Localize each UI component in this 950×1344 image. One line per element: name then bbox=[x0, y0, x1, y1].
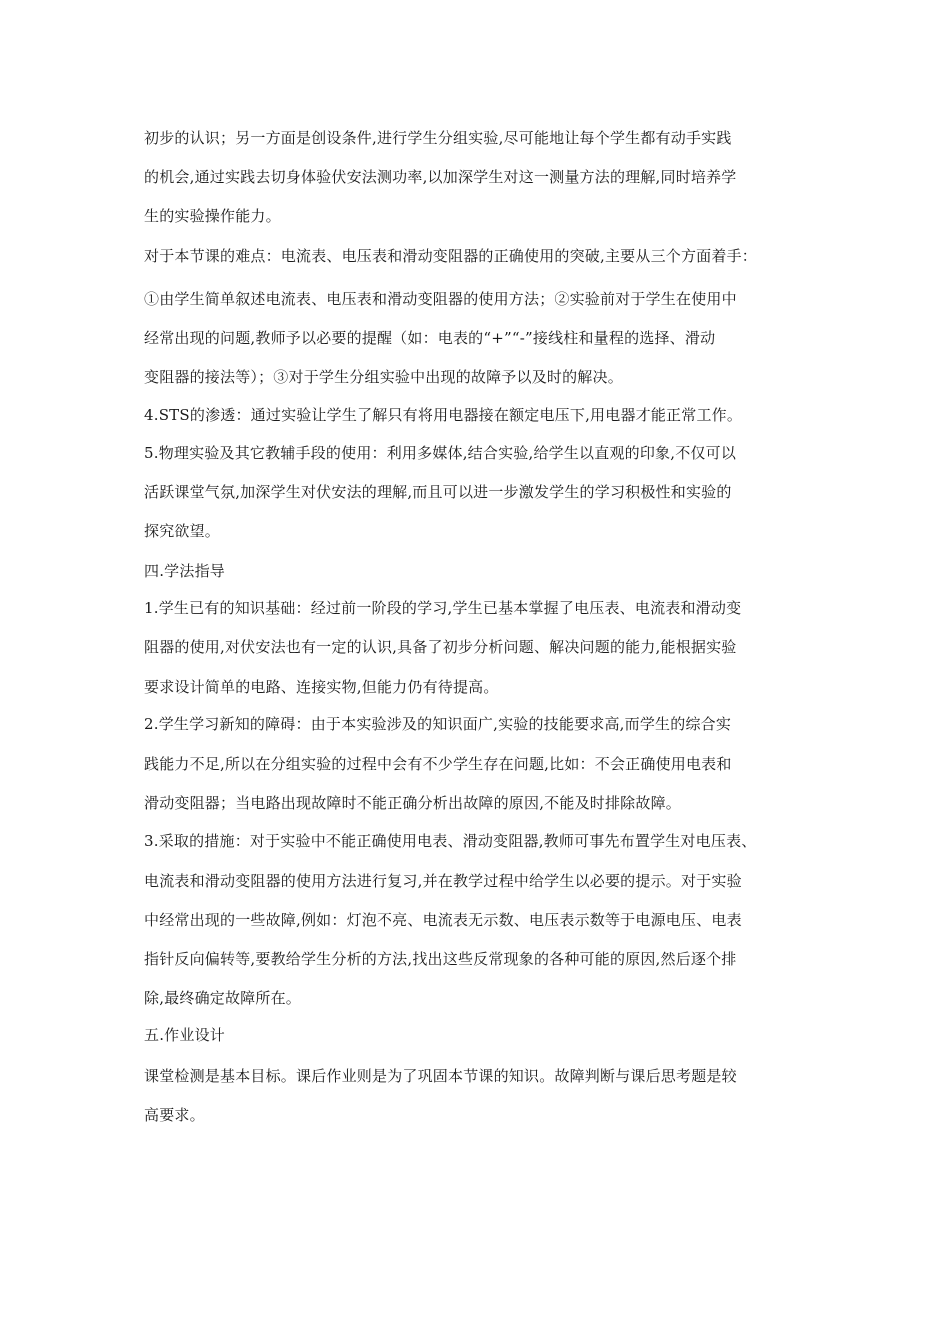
paragraph-line: 电流表和滑动变阻器的使用方法进行复习,并在教学过程中给学生以必要的提示。对于实验 bbox=[144, 872, 742, 890]
paragraph-line: 要求设计简单的电路、连接实物,但能力仍有待提高。 bbox=[144, 678, 499, 696]
paragraph-line: 课堂检测是基本目标。课后作业则是为了巩固本节课的知识。故障判断与课后思考题是较 bbox=[144, 1067, 737, 1085]
paragraph-line: 中经常出现的一些故障,例如：灯泡不亮、电流表无示数、电压表示数等于电源电压、电表 bbox=[144, 911, 742, 929]
paragraph-line: 4.STS的渗透：通过实验让学生了解只有将用电器接在额定电压下,用电器才能正常工作。 bbox=[144, 406, 743, 424]
paragraph-line: 1.学生已有的知识基础：经过前一阶段的学习,学生已基本掌握了电压表、电流表和滑动变 bbox=[144, 599, 742, 617]
paragraph-line: 生的实验操作能力。 bbox=[144, 207, 281, 225]
section-heading: 五.作业设计 bbox=[144, 1026, 225, 1044]
paragraph-line: 指针反向偏转等,要教给学生分析的方法,找出这些反常现象的各种可能的原因,然后逐个排 bbox=[144, 950, 737, 968]
paragraph-line: ①由学生简单叙述电流表、电压表和滑动变阻器的使用方法；②实验前对于学生在使用中 bbox=[144, 290, 737, 308]
paragraph-line: 3.采取的措施：对于实验中不能正确使用电表、滑动变阻器,教师可事先布置学生对电压表、 bbox=[144, 832, 757, 850]
paragraph-line: 高要求。 bbox=[144, 1106, 205, 1124]
paragraph-line: 初步的认识；另一方面是创设条件,进行学生分组实验,尽可能地让每个学生都有动手实践 bbox=[144, 129, 732, 147]
paragraph-line: 2.学生学习新知的障碍：由于本实验涉及的知识面广,实验的技能要求高,而学生的综合实 bbox=[144, 715, 732, 733]
paragraph-line: 阻器的使用,对伏安法也有一定的认识,具备了初步分析问题、解决问题的能力,能根据实验 bbox=[144, 638, 737, 656]
paragraph-line: 对于本节课的难点：电流表、电压表和滑动变阻器的正确使用的突破,主要从三个方面着手： bbox=[144, 247, 757, 265]
paragraph-line: 滑动变阻器；当电路出现故障时不能正确分析出故障的原因,不能及时排除故障。 bbox=[144, 794, 681, 812]
paragraph-line: 的机会,通过实践去切身体验伏安法测功率,以加深学生对这一测量方法的理解,同时培养学 bbox=[144, 168, 737, 186]
paragraph-line: 探究欲望。 bbox=[144, 522, 221, 540]
paragraph-line: 经常出现的问题,教师予以必要的提醒（如：电表的“+”“-”接线柱和量程的选择、滑动 bbox=[144, 329, 716, 347]
section-heading: 四.学法指导 bbox=[144, 562, 225, 580]
paragraph-line: 践能力不足,所以在分组实验的过程中会有不少学生存在问题,比如：不会正确使用电表和 bbox=[144, 755, 732, 773]
paragraph-line: 5.物理实验及其它教辅手段的使用：利用多媒体,结合实验,给学生以直观的印象,不仅可以 bbox=[144, 444, 737, 462]
paragraph-line: 变阻器的接法等）；③对于学生分组实验中出现的故障予以及时的解决。 bbox=[144, 368, 623, 386]
paragraph-line: 除,最终确定故障所在。 bbox=[144, 989, 301, 1007]
paragraph-line: 活跃课堂气氛,加深学生对伏安法的理解,而且可以进一步激发学生的学习积极性和实验的 bbox=[144, 483, 732, 501]
